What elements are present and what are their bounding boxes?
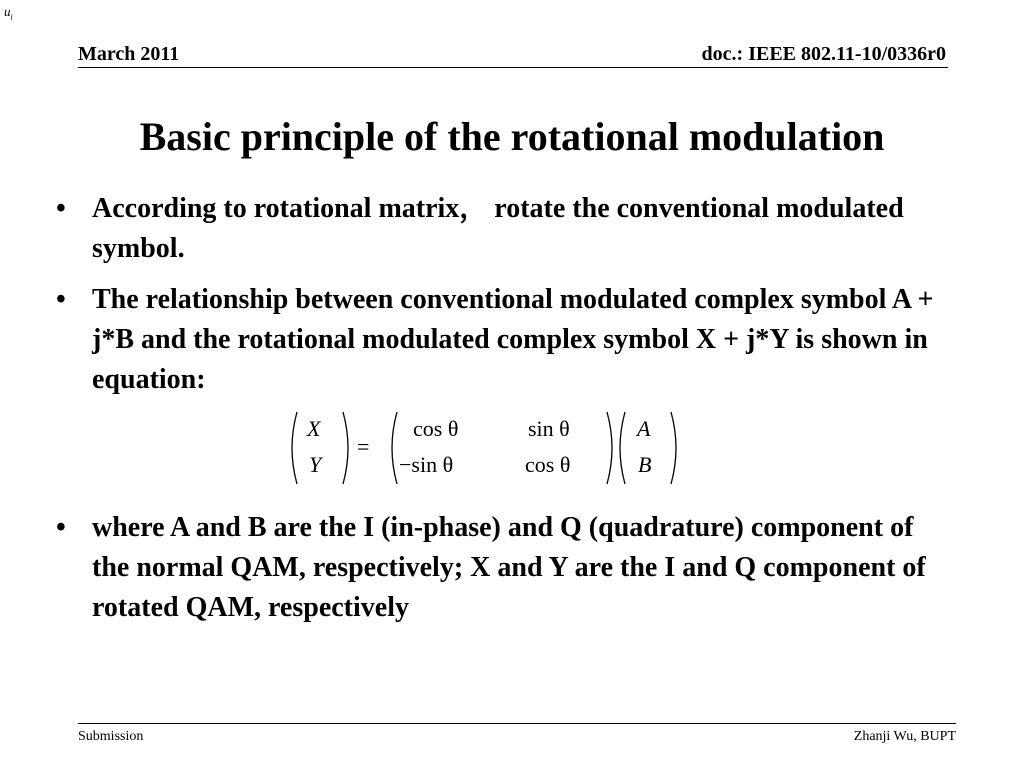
lhs-y: Y xyxy=(309,452,322,477)
bullet-marker: • xyxy=(56,512,66,543)
rotation-equation xyxy=(285,408,685,488)
rhs-b: B xyxy=(638,452,652,477)
corner-subscript: i xyxy=(10,12,13,22)
footer-divider xyxy=(78,723,956,724)
equals-sign: = xyxy=(357,434,370,459)
bullet-marker: • xyxy=(56,193,66,224)
bullet-text: The relationship between conventional modulated complex symbol A + j*B and the rotational modulated complex symbol X + j*Y is shown in equation: xyxy=(92,284,934,395)
bullet-text: According to rotational matrix， rotate the conventional modulated symbol. xyxy=(92,193,904,264)
footer-author: Zhanji Wu, BUPT xyxy=(853,729,956,744)
lhs-x: X xyxy=(307,416,321,441)
paren-right xyxy=(607,412,612,484)
header-doc-id: doc.: IEEE 802.11-10/0336r0 xyxy=(701,43,946,65)
corner-mark xyxy=(4,4,13,22)
matrix-cell-01: sin θ xyxy=(528,416,570,441)
paren-left xyxy=(620,412,625,484)
bullet-marker: • xyxy=(56,284,66,315)
rhs-a: A xyxy=(637,416,651,441)
paren-left xyxy=(292,412,297,484)
paren-right xyxy=(343,412,348,484)
header-date: March 2011 xyxy=(78,43,180,65)
matrix-cell-00: cos θ xyxy=(413,416,459,441)
bullet-text: where A and B are the I (in-phase) and Q (quadrature) component of the normal QAM, respectively; X and Y are the I and Q component of rotated QAM, respectively xyxy=(92,512,926,623)
header-divider xyxy=(78,67,948,68)
matrix-cell-10: −sin θ xyxy=(399,452,454,477)
slide-title: Basic principle of the rotational modulation xyxy=(139,114,885,159)
matrix-cell-11: cos θ xyxy=(525,452,571,477)
equation-graphic xyxy=(285,408,685,488)
paren-right xyxy=(671,412,676,484)
bullet-item xyxy=(56,280,956,400)
paren-left xyxy=(392,412,397,484)
bullet-item xyxy=(56,189,956,269)
footer-submission: Submission xyxy=(78,729,144,744)
corner-letter: u xyxy=(4,4,11,19)
bullet-item xyxy=(56,508,956,628)
